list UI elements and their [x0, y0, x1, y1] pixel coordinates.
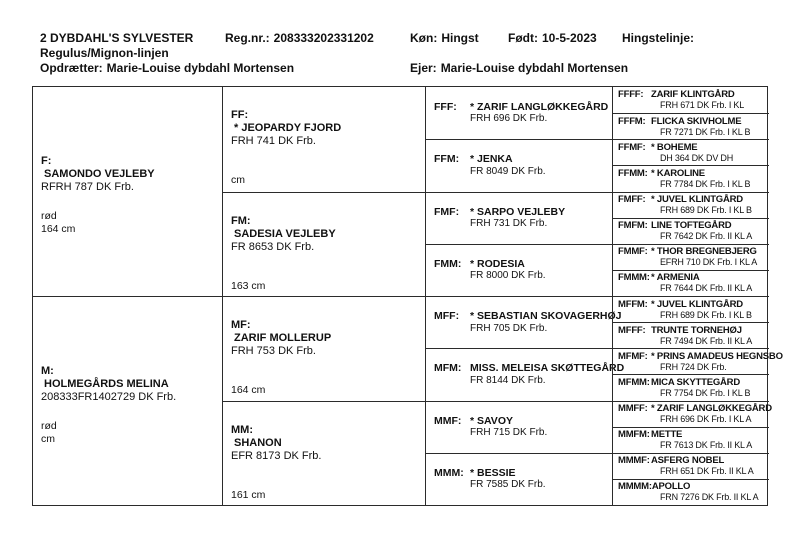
- lineage-line: [40, 46, 169, 60]
- horse-reg: FRH 671 DK Frb. I KL: [660, 100, 745, 111]
- horse-name: * SEBASTIAN SKOVAGERHØJ: [470, 310, 622, 323]
- horse-name: MICA SKYTTEGÅRD: [651, 376, 741, 388]
- horse-reg: FRH 689 DK Frb. I KL B: [660, 309, 752, 320]
- owner-value: Marie-Louise dybdahl Mortensen: [440, 61, 629, 75]
- horse-reg: FRH 689 DK Frb. I KL B: [660, 205, 752, 216]
- cell-ffmf: [612, 139, 769, 165]
- horse-name: SADESIA VEJLEBY: [234, 227, 336, 240]
- sex-field: [410, 31, 479, 45]
- relation-label: MMMF:: [618, 455, 650, 467]
- horse-reg: FRH 696 DK Frb. I KL A: [660, 414, 752, 425]
- cell-mmff: [612, 401, 772, 427]
- horse-reg: EFR 8173 DK Frb.: [231, 449, 322, 462]
- cell-ff: [222, 87, 425, 192]
- owner-field: [410, 61, 628, 75]
- born-value: 10-5-2023: [541, 31, 597, 45]
- relation-label: MFMF:: [618, 350, 648, 362]
- horse-reg: FR 7613 DK Frb. II KL A: [660, 440, 753, 451]
- horse-color: rød: [41, 210, 57, 222]
- horse-name: * ZARIF LANGLØKKEGÅRD: [651, 403, 772, 415]
- cell-mff: [425, 296, 622, 348]
- relation-label: MFM:: [434, 362, 462, 375]
- horse-color: rød: [41, 420, 57, 432]
- cell-mfmf: [612, 348, 783, 374]
- cell-fmfm: [612, 218, 769, 244]
- horse-reg: DH 364 DK DV DH: [660, 152, 734, 163]
- cell-mmmm: [612, 479, 769, 505]
- horse-name: * SARPO VEJLEBY: [470, 205, 566, 218]
- horse-name: * ARMENIA: [651, 272, 700, 284]
- relation-label: FMFM:: [618, 220, 648, 232]
- registration-number: [225, 31, 374, 45]
- breeder-field: [40, 61, 294, 75]
- horse-name: TRUNTE TORNEHØJ: [651, 324, 742, 336]
- cell-mm: [222, 401, 425, 506]
- cell-mmfm: [612, 427, 769, 453]
- horse-height: cm: [41, 433, 55, 445]
- horse-height: cm: [231, 174, 245, 186]
- cell-fff: [425, 87, 612, 139]
- horse-reg: FR 7271 DK Frb. I KL B: [660, 126, 751, 137]
- relation-label: FMFF:: [618, 194, 646, 206]
- horse-name: * JUVEL KLINTGÅRD: [651, 298, 743, 310]
- horse-reg: FRH 741 DK Frb.: [231, 135, 316, 147]
- relation-label: FFFM:: [618, 115, 646, 127]
- horse-reg: FRH 696 DK Frb.: [470, 113, 548, 125]
- relation-label: FMMF:: [618, 246, 648, 258]
- cell-fmmm: [612, 270, 769, 296]
- stallion-line-label: Hingstelinje:: [622, 31, 695, 45]
- horse-reg: EFRH 710 DK Frb. I KL A: [660, 257, 758, 268]
- horse-reg: FR 8000 DK Frb.: [470, 270, 546, 282]
- born-field: [508, 31, 597, 45]
- cell-sire: [33, 87, 222, 296]
- horse-name: HOLMEGÅRDS MELINA: [44, 378, 169, 390]
- regnr-label: Reg.nr.:: [225, 31, 270, 45]
- cell-ffm: [425, 139, 612, 191]
- relation-label: FM:: [231, 214, 251, 227]
- cell-mmm: [425, 453, 612, 505]
- cell-mffm: [612, 296, 769, 322]
- horse-reg: FR 7642 DK Frb. II KL A: [660, 231, 753, 242]
- relation-label: MFFM:: [618, 298, 648, 310]
- relation-label: FFF:: [434, 100, 457, 113]
- cell-fffm: [612, 113, 769, 139]
- horse-name: * JUVEL KLINTGÅRD: [651, 194, 743, 206]
- cell-dam: [33, 296, 222, 505]
- horse-reg: FR 7754 DK Frb. I KL B: [660, 387, 751, 398]
- horse-name: * JEOPARDY FJORD: [234, 122, 342, 134]
- relation-label: FMMM:: [618, 272, 650, 284]
- horse-name: * SAVOY: [470, 414, 513, 427]
- sex-label: Køn:: [410, 31, 438, 45]
- horse-reg: FRH 715 DK Frb.: [470, 427, 548, 439]
- sex-value: Hingst: [441, 31, 479, 45]
- relation-label: MFF:: [434, 310, 460, 323]
- horse-name: MISS. MELEISA SKØTTEGÅRD: [470, 362, 625, 375]
- relation-label: MMMM:: [618, 481, 652, 493]
- relation-label: MMF:: [434, 414, 462, 427]
- horse-reg: FRH 705 DK Frb.: [470, 322, 548, 334]
- horse-height: 164 cm: [231, 384, 266, 396]
- horse-name: * JENKA: [470, 153, 513, 166]
- relation-label: FFMM:: [618, 167, 648, 179]
- horse-reg: FR 8653 DK Frb.: [231, 240, 315, 253]
- relation-label: MMM:: [434, 466, 464, 479]
- relation-label: FFMF:: [618, 141, 646, 153]
- cell-mfmm: [612, 374, 769, 400]
- relation-label: MMFF:: [618, 403, 648, 415]
- relation-label: MMFM:: [618, 429, 650, 441]
- horse-reg: FR 7585 DK Frb.: [470, 479, 546, 491]
- relation-label: MM:: [231, 423, 253, 436]
- relation-label: FFM:: [434, 153, 460, 166]
- pedigree-table: [32, 86, 783, 506]
- relation-label: FMF:: [434, 205, 460, 218]
- horse-name: SAMONDO VEJLEBY: [44, 168, 155, 180]
- stallion-line-field: [622, 31, 694, 45]
- relation-label: M:: [41, 365, 54, 377]
- horse-name: METTE: [651, 429, 683, 441]
- cell-ffmm: [612, 165, 769, 191]
- horse-name: ZARIF MOLLERUP: [234, 332, 332, 344]
- regnr-value: 208333202331202: [273, 31, 374, 45]
- cell-fmff: [612, 192, 769, 218]
- relation-label: FFFF:: [618, 89, 644, 101]
- horse-reg: FRH 731 DK Frb.: [470, 218, 548, 230]
- cell-fmmf: [612, 244, 769, 270]
- horse-name: SHANON: [234, 436, 282, 449]
- horse-reg: FRH 651 DK Frb. II KL A: [660, 466, 754, 477]
- cell-mmmf: [612, 453, 769, 479]
- relation-label: F:: [41, 155, 52, 167]
- born-label: Født:: [508, 31, 538, 45]
- breeder-label: Opdrætter:: [40, 61, 103, 75]
- horse-reg: FRN 7276 DK Frb. II KL A: [660, 492, 759, 503]
- horse-name: LINE TOFTEGÅRD: [651, 220, 732, 232]
- horse-name: APOLLO: [651, 481, 691, 493]
- breeder-value: Marie-Louise dybdahl Mortensen: [106, 61, 295, 75]
- relation-label: FF:: [231, 109, 249, 121]
- relation-label: MFMM:: [618, 376, 650, 388]
- horse-reg: FR 7644 DK Frb. II KL A: [660, 283, 753, 294]
- horse-name: * PRINS AMADEUS HEGNSBO: [651, 350, 783, 362]
- cell-fmm: [425, 244, 612, 296]
- relation-label: FMM:: [434, 257, 462, 270]
- horse-name: * ZARIF LANGLØKKEGÅRD: [470, 100, 609, 113]
- relation-label: MF:: [231, 319, 251, 331]
- horse-reg: FR 8049 DK Frb.: [470, 165, 546, 177]
- owner-label: Ejer:: [410, 61, 437, 75]
- cell-mfff: [612, 322, 769, 348]
- cell-mmf: [425, 401, 612, 453]
- cell-fm: [222, 192, 425, 297]
- horse-reg: FRH 724 DK Frb.: [660, 361, 727, 372]
- horse-name: ASFERG NOBEL: [651, 455, 725, 467]
- horse-height: 161 cm: [231, 488, 266, 501]
- cell-fmf: [425, 192, 612, 244]
- horse-height: 163 cm: [231, 279, 266, 292]
- horse-reg: FR 7784 DK Frb. I KL B: [660, 178, 751, 189]
- horse-name: * RODESIA: [470, 257, 525, 270]
- relation-label: MFFF:: [618, 324, 646, 336]
- cell-mfm: [425, 348, 625, 400]
- lineage-value: Regulus/Mignon-linjen: [40, 46, 169, 60]
- page-title: [40, 31, 193, 45]
- horse-name: * BESSIE: [470, 466, 516, 479]
- horse-height: 164 cm: [41, 223, 76, 235]
- horse-reg: RFRH 787 DK Frb.: [41, 181, 134, 193]
- horse-title: 2 DYBDAHL'S SYLVESTER: [40, 31, 194, 45]
- horse-name: FLICKA SKIVHOLME: [651, 115, 742, 127]
- horse-name: * THOR BREGNEBJERG: [651, 246, 757, 258]
- horse-reg: FRH 753 DK Frb.: [231, 345, 316, 357]
- horse-reg: 208333FR1402729 DK Frb.: [41, 391, 177, 403]
- horse-name: * BOHEME: [651, 141, 698, 153]
- cell-mf: [222, 296, 425, 401]
- horse-name: ZARIF KLINTGÅRD: [651, 89, 735, 101]
- cell-ffff: [612, 87, 769, 113]
- horse-reg: FR 7494 DK Frb. II KL A: [660, 335, 753, 346]
- horse-reg: FR 8144 DK Frb.: [470, 374, 546, 386]
- horse-name: * KAROLINE: [651, 167, 705, 179]
